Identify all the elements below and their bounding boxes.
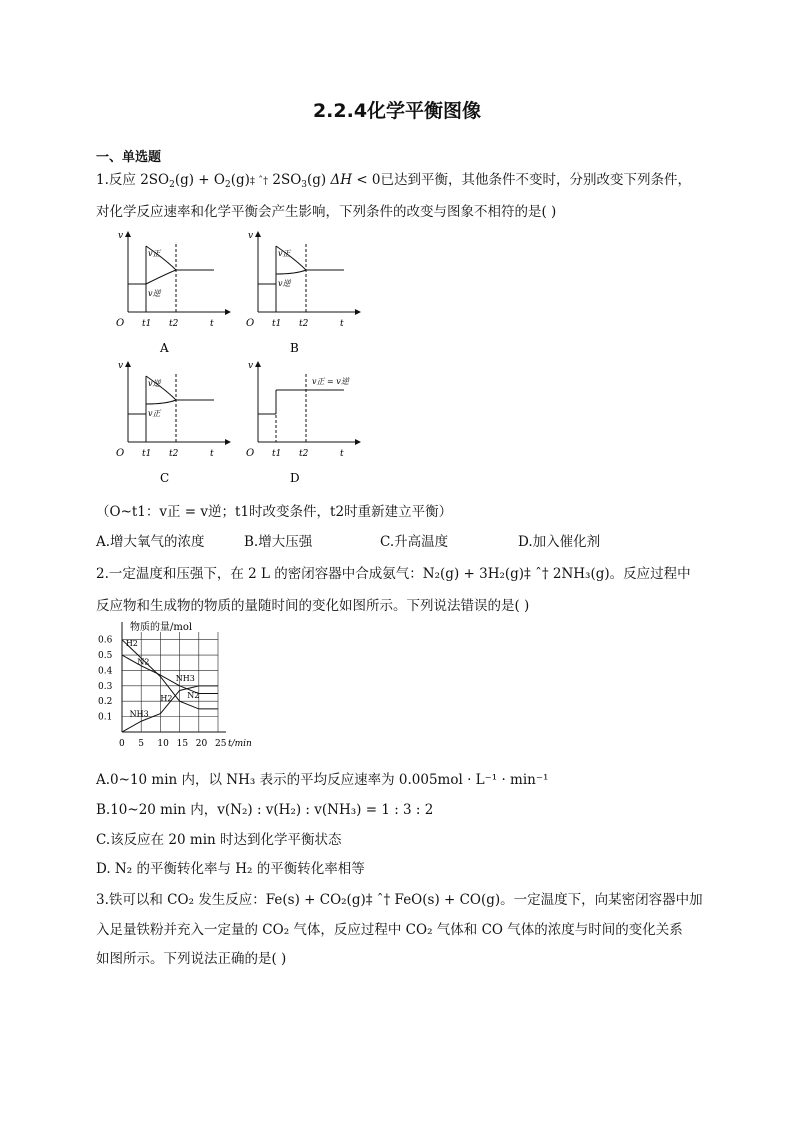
panel-letter: A: [160, 341, 169, 355]
lower-rate-label: v逆: [278, 279, 291, 288]
x-tick-label: 0: [119, 739, 125, 749]
eq-g: (g): [230, 172, 250, 188]
origin-label: O: [116, 448, 125, 459]
delta-h: ΔH: [330, 172, 353, 188]
t1-label: t1: [142, 319, 152, 329]
panel-letter: D: [290, 471, 300, 485]
t2-label: t2: [299, 449, 309, 459]
origin-label: O: [246, 318, 255, 329]
x-tick-label: 20: [195, 739, 208, 749]
t1-label: t1: [142, 449, 152, 459]
series-label-nh3: NH3: [129, 709, 149, 719]
q2-line2: 反应物和生成物的物质的量随时间的变化如图所示。下列说法错误的是( ): [96, 598, 530, 614]
upper-rate-label: v逆: [148, 379, 161, 388]
q2-line1: 2.一定温度和压强下，在 2 L 的密闭容器中合成氨气：N₂(g) + 3H₂(g)‡ ˆ† 2NH₃(g)。反应过程中: [96, 566, 691, 582]
q1-figures: [0, 222, 794, 542]
q3-line1: 3.铁可以和 CO₂ 发生反应：Fe(s) + CO₂(g)‡ ˆ† FeO(s) + CO(g)。一定温度下，向某密闭容器中加: [96, 892, 703, 908]
upper-rate-label: v正: [148, 249, 161, 258]
t2-label: t2: [299, 319, 309, 329]
q3-line3: 如图所示。下列说法正确的是( ): [96, 951, 287, 967]
eq-so3: 2SO: [272, 172, 302, 188]
y-tick-label: 0.1: [98, 712, 113, 723]
q2-option-c[interactable]: C.该反应在 20 min 时达到化学平衡状态: [96, 832, 342, 848]
series-label-n2: N2: [187, 691, 200, 701]
panel-d: [246, 361, 360, 485]
lower-rate-label: v逆: [148, 289, 161, 298]
x-tick-label: 25: [215, 739, 227, 749]
upper-rate-label: v正: [278, 249, 291, 258]
y-tick-label: 0.3: [98, 681, 113, 692]
t-label: t: [210, 319, 214, 329]
y-axis-label: 物质的量/mol: [130, 622, 193, 633]
lower-curve: [146, 270, 176, 284]
x-tick-label: 5: [138, 739, 144, 749]
series-label-nh3: NH3: [175, 674, 195, 684]
page-title: 2.2.4化学平衡图像: [312, 100, 482, 122]
q3-line2: 入足量铁粉并充入一定量的 CO₂ 气体，反应过程中 CO₂ 气体和 CO 气体的浓度与时间的变化关系: [96, 922, 683, 938]
t1-label: t1: [272, 449, 282, 459]
q2-option-b[interactable]: B.10~20 min 内，v(N₂) : v(H₂) : v(NH₃) = 1 : 3 : 2: [96, 802, 434, 818]
v-axis-label: v: [118, 231, 124, 241]
q2-chart: [96, 618, 276, 756]
section-heading: 一、单选题: [96, 150, 162, 165]
q1-line1: [96, 168, 691, 190]
t2-label: t2: [169, 319, 179, 329]
eq-arrow: ‡ ˆ†: [249, 176, 269, 187]
lt-zero: < 0: [356, 172, 381, 188]
q1-stem-a: 反应: [108, 172, 136, 188]
q1-options: [96, 530, 600, 550]
lower-curve: [276, 270, 306, 274]
series-label-h2: H2: [125, 638, 138, 648]
panel-letter: C: [160, 471, 170, 485]
q1-stem-b: 已达到平衡，其他条件不变时，分别改变下列条件，: [380, 172, 692, 188]
y-tick-label: 0.2: [98, 697, 113, 708]
panel-a: [116, 231, 230, 355]
q1-option-b[interactable]: B.增大压强: [244, 534, 313, 550]
x-tick-label: 15: [176, 739, 189, 749]
q1-number: 1.: [96, 172, 109, 188]
t1-label: t1: [272, 319, 282, 329]
t-label: t: [340, 449, 344, 459]
lower-curve: [146, 400, 176, 404]
panel-b: [246, 231, 360, 355]
lower-rate-label: v正: [148, 409, 161, 418]
series-label-n2: N2: [137, 657, 150, 667]
q1-option-a[interactable]: A.增大氧气的浓度: [96, 534, 205, 550]
q1-line2: 对化学反应速率和化学平衡会产生影响，下列条件的改变与图象不相符的是( ): [96, 204, 557, 220]
v-axis-label: v: [248, 231, 254, 241]
x-tick-label: 10: [157, 739, 169, 749]
y-tick-label: 0.5: [98, 651, 113, 662]
eq-o2: (g) + O: [174, 172, 225, 188]
flat-rate-label: v正 = v逆: [312, 377, 349, 386]
y-tick-label: 0.4: [98, 666, 113, 677]
q1-option-c[interactable]: C.升高温度: [380, 534, 449, 550]
q1-option-d[interactable]: D.加入催化剂: [518, 534, 601, 550]
x-axis-label: t/min: [228, 739, 252, 749]
series-label-h2: H2: [160, 694, 173, 704]
panel-c: [116, 361, 230, 485]
q1-equation: $2SO_2(g)$ + $O_2(g)\ddagger$ ˆ† $2SO_3(g) \Delta H < 0$: [140, 172, 381, 190]
eq-g2: (g): [307, 172, 327, 188]
q1-note: （O~t1：v正 = v逆；t1时改变条件，t2时重新建立平衡）: [96, 504, 453, 520]
t-label: t: [340, 319, 344, 329]
q2-option-d[interactable]: D. N₂ 的平衡转化率与 H₂ 的平衡转化率相等: [96, 861, 365, 877]
v-axis-label: v: [118, 361, 124, 371]
panel-letter: B: [290, 341, 299, 355]
q2-option-a[interactable]: A.0~10 min 内，以 NH₃ 表示的平均反应速率为 0.005mol · L⁻¹ · min⁻¹: [96, 772, 549, 788]
y-tick-label: 0.6: [98, 635, 113, 646]
origin-label: O: [246, 448, 255, 459]
v-axis-label: v: [248, 361, 254, 371]
origin-label: O: [116, 318, 125, 329]
t2-label: t2: [169, 449, 179, 459]
t-label: t: [210, 449, 214, 459]
eq-so2: 2SO: [140, 172, 170, 188]
